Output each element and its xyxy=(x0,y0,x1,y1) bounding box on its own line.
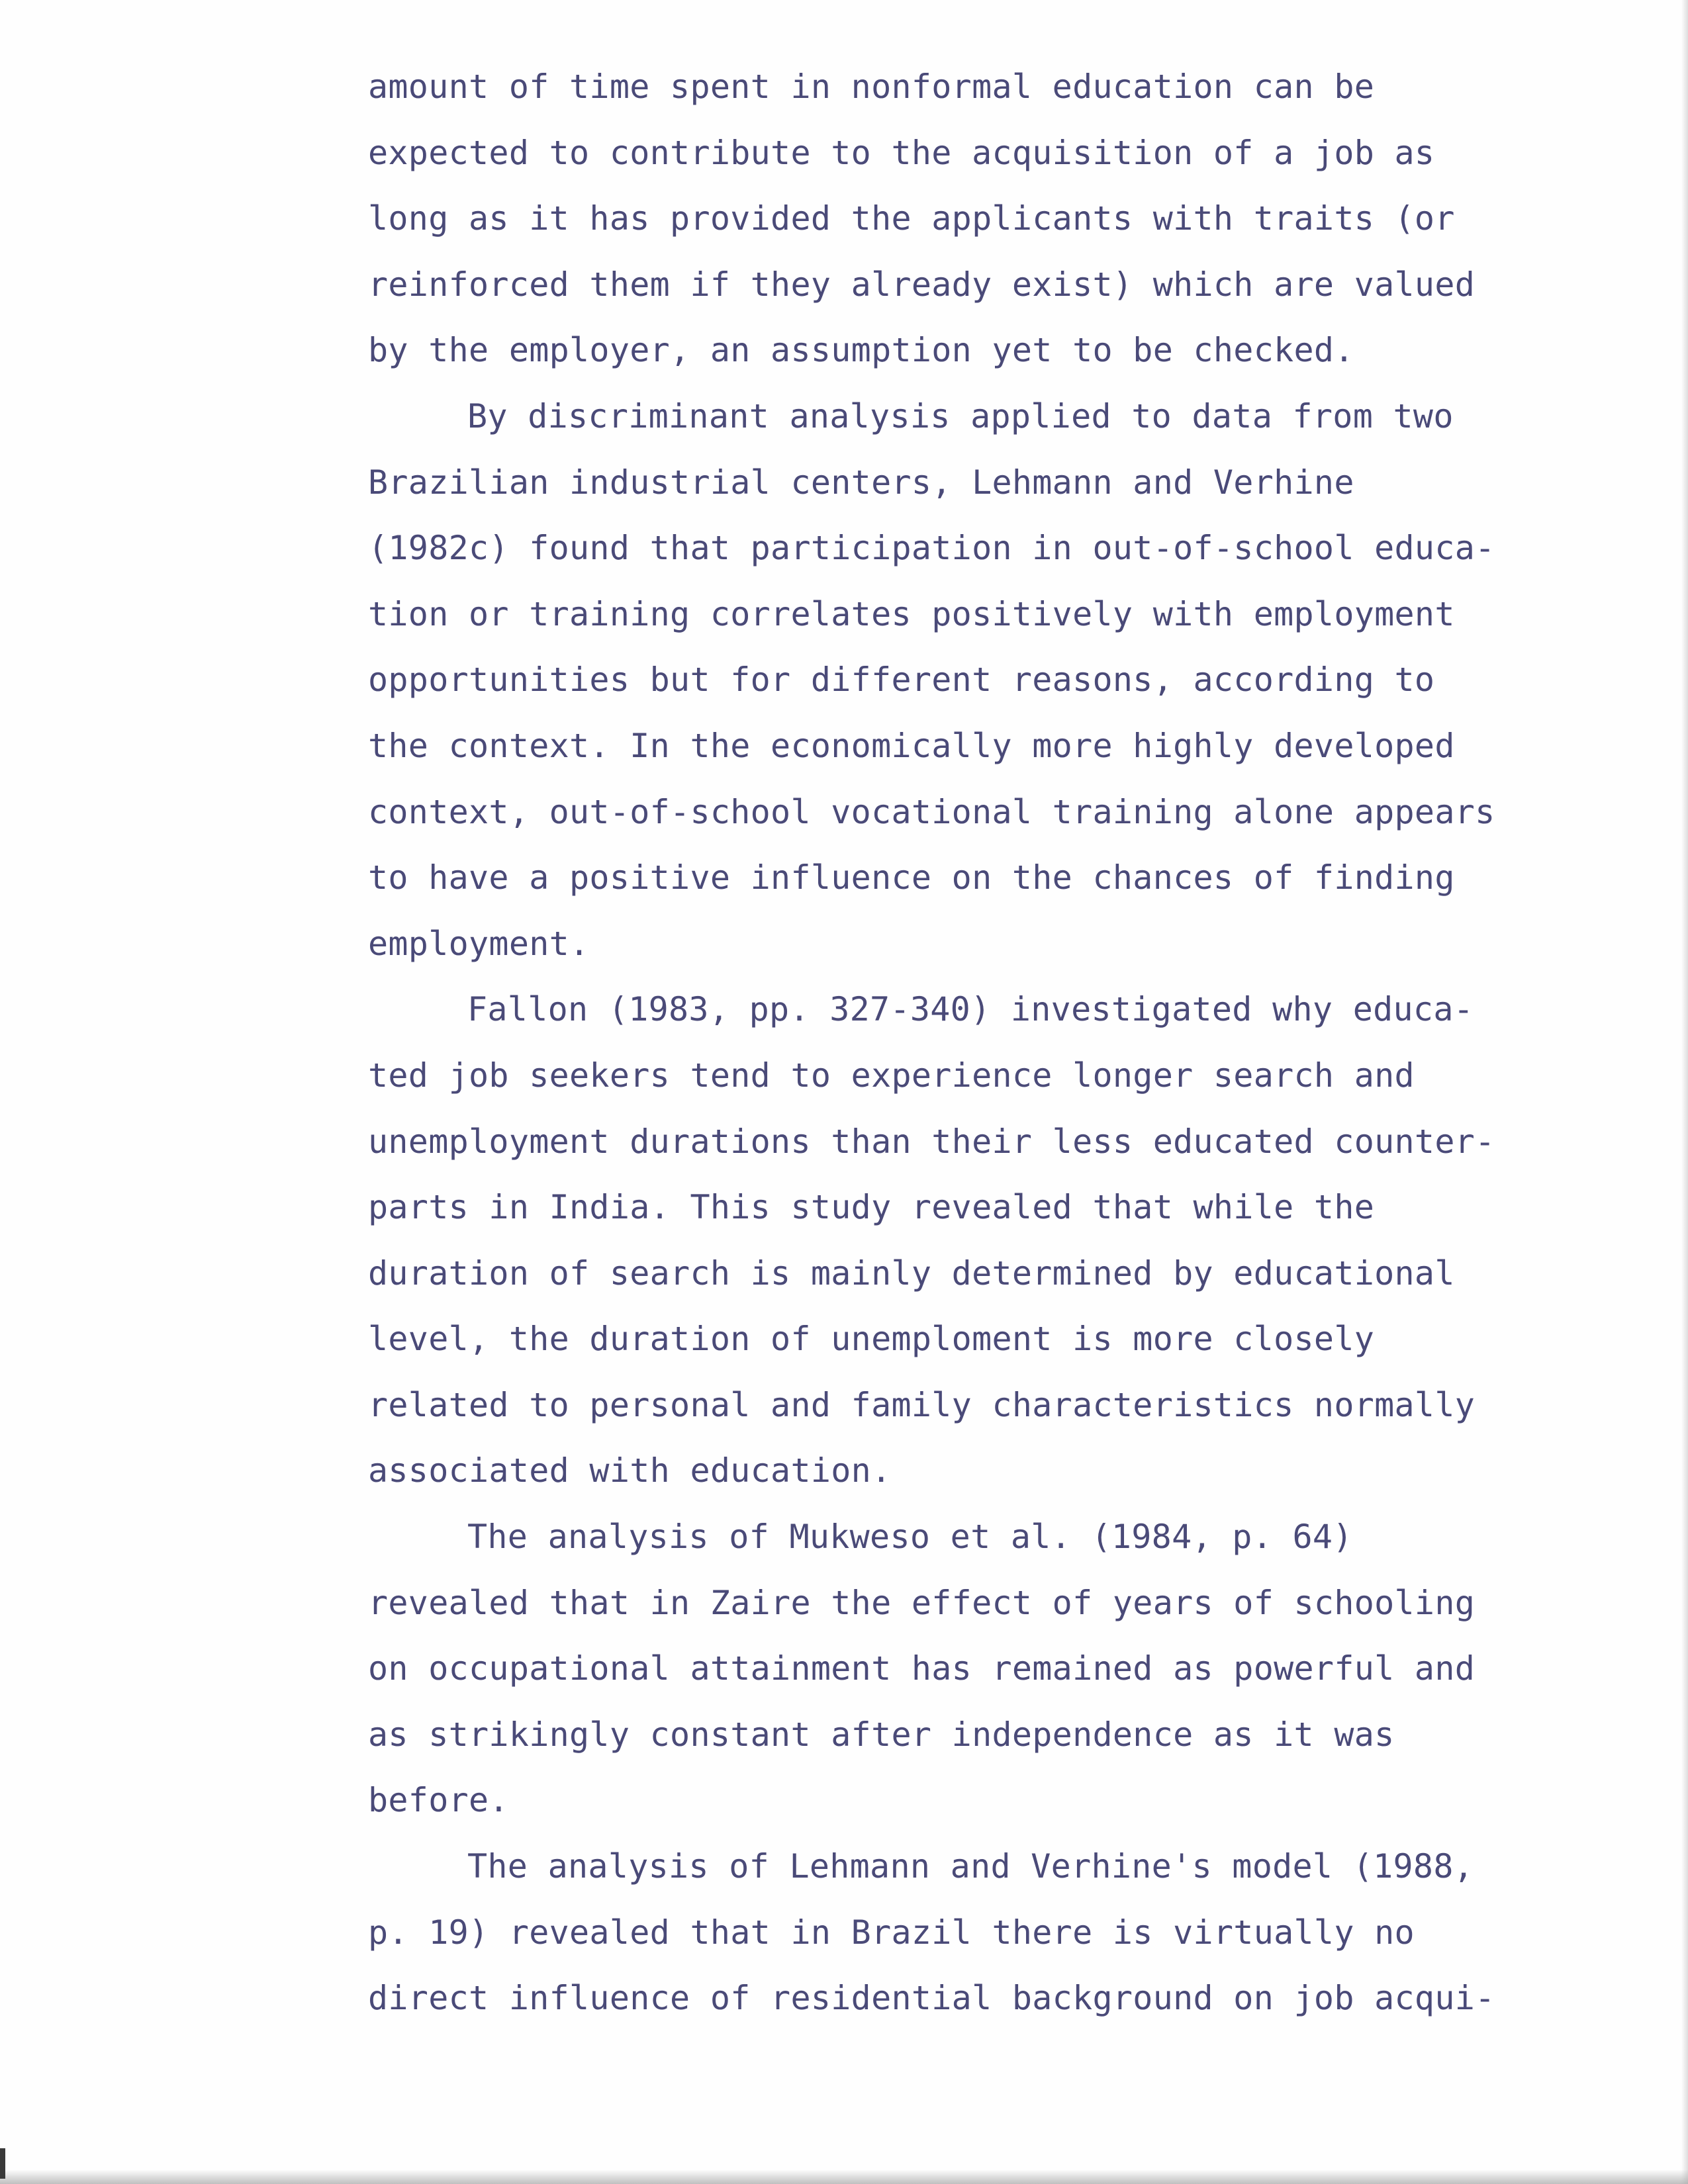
text-line: Fallon (1983, pp. 327-340) investigated why educa- xyxy=(467,990,1474,1029)
text-line: The analysis of Mukweso et al. (1984, p. 64) xyxy=(467,1518,1353,1557)
text-line: The analysis of Lehmann and Verhine's model (1988, xyxy=(467,1847,1474,1886)
text-line: opportunities but for different reasons, according to xyxy=(368,660,1435,700)
text-line: as strikingly constant after independence as it was xyxy=(368,1715,1395,1754)
text-line: long as it has provided the applicants with traits (or xyxy=(368,199,1455,238)
text-line: amount of time spent in nonformal education can be xyxy=(368,68,1375,106)
text-line: on occupational attainment has remained as powerful and xyxy=(368,1649,1476,1688)
text-line: ted job seekers tend to experience longer search and xyxy=(368,1056,1415,1095)
text-line: p. 19) revealed that in Brazil there is virtually no xyxy=(368,1913,1415,1952)
text-line: level, the duration of unemploment is more closely xyxy=(368,1320,1375,1359)
text-line: before. xyxy=(368,1781,509,1820)
text-line: tion or training correlates positively with employment xyxy=(368,594,1455,633)
text-line: reinforced them if they already exist) which are valued xyxy=(368,265,1476,304)
text-line: direct influence of residential background on job acqui- xyxy=(368,1979,1495,2018)
text-line: duration of search is mainly determined by educational xyxy=(368,1253,1455,1293)
text-line: parts in India. This study revealed that while the xyxy=(368,1188,1375,1227)
page-edge-shadow-right xyxy=(1681,0,1688,2184)
text-line: expected to contribute to the acquisition of a job as xyxy=(368,133,1435,172)
text-line: By discriminant analysis applied to data from two xyxy=(467,396,1454,435)
text-line: related to personal and family characteristics normally xyxy=(368,1385,1476,1424)
page-edge-shadow-bottom xyxy=(0,2169,1688,2184)
text-line: by the employer, an assumption yet to be checked. xyxy=(368,331,1354,370)
text-line: to have a positive influence on the chances of finding xyxy=(368,858,1455,897)
scan-corner-mark xyxy=(0,2148,5,2179)
text-line: context, out-of-school vocational training alone appears xyxy=(368,792,1495,831)
text-line: (1982c) found that participation in out-of-school educa- xyxy=(368,529,1495,568)
text-line: unemployment durations than their less educated counter- xyxy=(368,1122,1495,1161)
text-line: associated with education. xyxy=(368,1451,892,1490)
body-text xyxy=(368,54,1493,2032)
text-line: the context. In the economically more highly developed xyxy=(368,726,1455,765)
text-line: employment. xyxy=(368,924,590,963)
text-line: revealed that in Zaire the effect of years of schooling xyxy=(368,1583,1476,1622)
text-line: Brazilian industrial centers, Lehmann and Verhine xyxy=(368,463,1354,502)
